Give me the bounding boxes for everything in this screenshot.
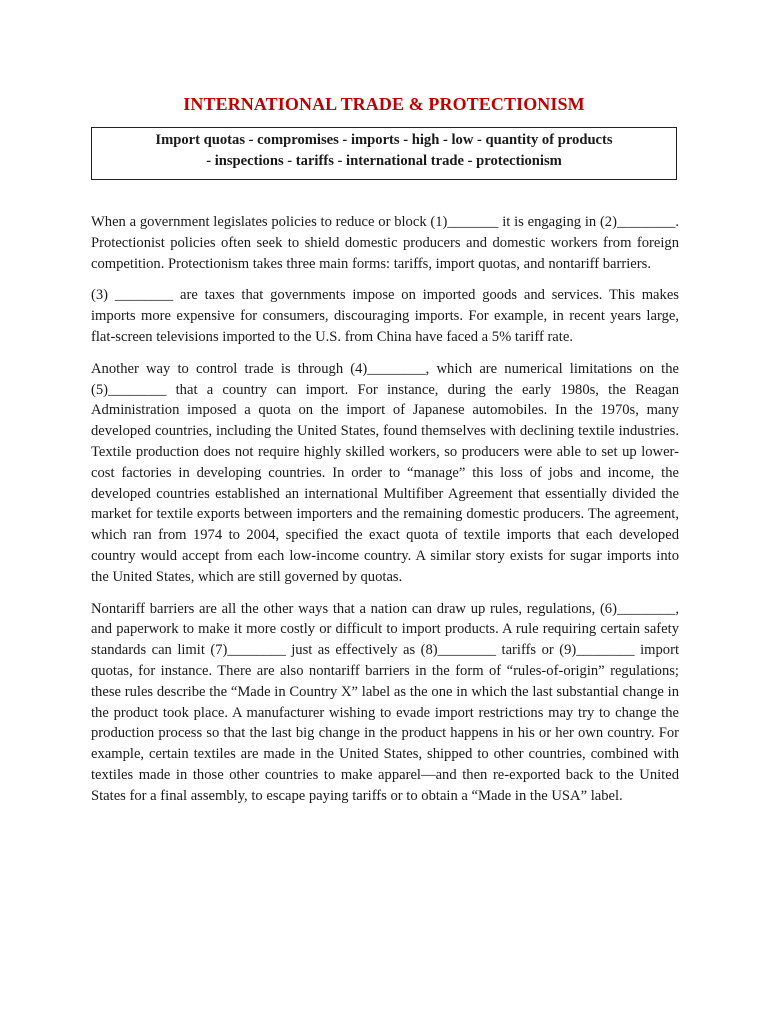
word-bank-line-2: - inspections - tariffs - international trade - protectionism	[206, 152, 562, 169]
word-bank-line-1: Import quotas - compromises - imports - high - low - quantity of products	[155, 132, 613, 148]
paragraph-nontariff: Nontariff barriers are all the other ways that a nation can draw up rules, regulations, (6)________, and paperwork to make it more costly or difficult to import products. A rule requiring certain safety standards can limit (7)________ just as effectively as (8)________ tariffs or (9)________ import quotas, for instance. There are also nontariff barriers in the form of “rules-of-origin” regulations; these rules describe the “Made in Country X” label as the one in which the last substantial change in the product took place. A manufacturer wishing to evade import restrictions may try to change the production process so that the last big change in the product happens in his or her own country. For example, certain textiles are made in the United States, shipped to other countries, combined with textiles made in those other countries to make apparel—and then re-exported back to the United States for a final assembly, to escape paying tariffs or to obtain a “Made in the USA” label.	[91, 600, 679, 804]
page-title: INTERNATIONAL TRADE & PROTECTIONISM	[183, 94, 585, 114]
paragraph-intro: When a government legislates policies to reduce or block (1)_______ it is engaging in (2)________. Protectionist policies often seek to shield domestic producers and domestic workers from foreign competition. Protectionism takes three main forms: tariffs, import quotas, and nontariff barriers.	[91, 214, 679, 272]
paragraph-quotas: Another way to control trade is through (4)________, which are numerical limitations on the (5)________ that a country can import. For instance, during the early 1980s, the Reagan Administration imposed a quota on the import of Japanese automobiles. In the 1970s, many developed countries, including the United States, found themselves with declining textile industries. Textile production does not require highly skilled workers, so producers were able to set up lower-cost factories in developing countries. In order to “manage” this loss of jobs and income, the developed countries established an international Multifiber Agreement that essentially divided the market for textile exports between importers and the remaining domestic producers. The agreement, which ran from 1974 to 2004, specified the exact quota of textile imports that each developed country would accept from each low-income country. A similar story exists for sugar imports into the United States, which are still governed by quotas.	[91, 360, 679, 585]
word-bank-box	[91, 127, 677, 180]
paragraph-tariffs: (3) ________ are taxes that governments impose on imported goods and services. This makes imports more expensive for consumers, discouraging imports. For example, in recent years large, flat-screen televisions imported to the U.S. from China have faced a 5% tariff rate.	[91, 287, 679, 345]
body-text	[91, 212, 679, 818]
